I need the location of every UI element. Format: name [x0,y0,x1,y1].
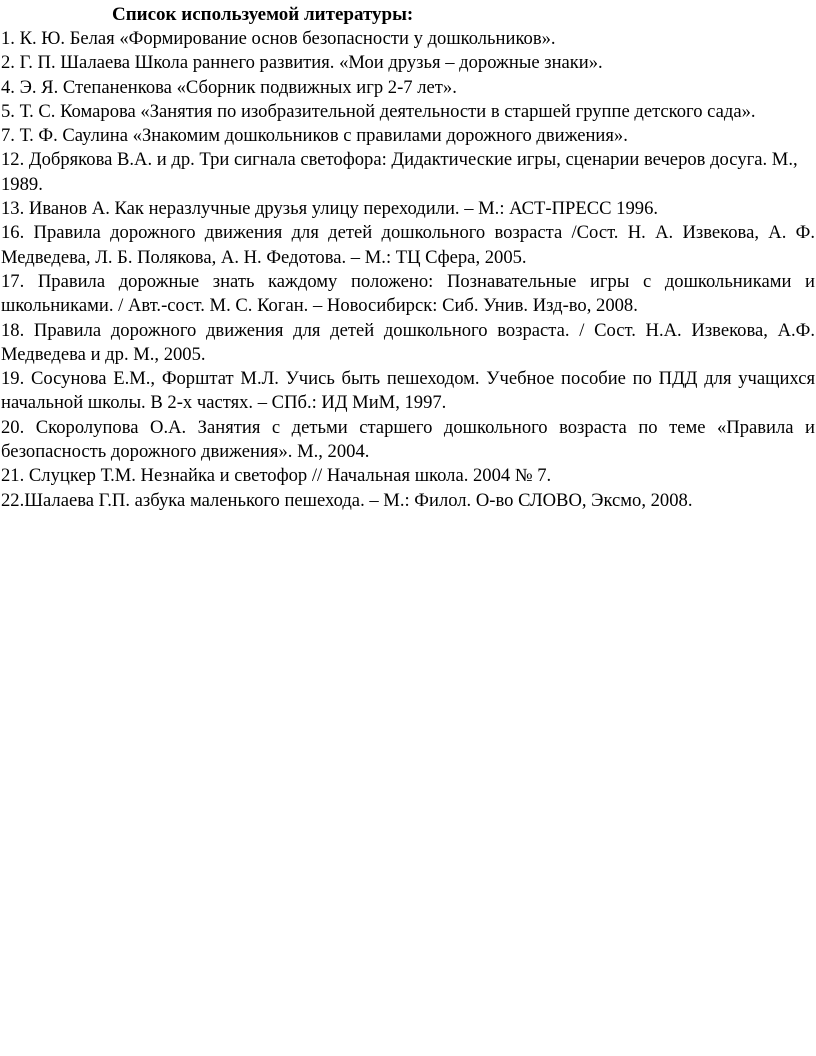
reference-item: 18. Правила дорожного движения для детей дошкольного возраста. / Сост. Н.А. Извекова, А.Ф. Медведева и др. М., 2005. [1,319,815,365]
reference-item: 5. Т. С. Комарова «Занятия по изобразительной деятельности в старшей группе детского сада». [1,100,756,122]
reference-item: 12. Добрякова В.А. и др. Три сигнала светофора: Дидактические игры, сценарии вечеров досуга. М., 1989. [1,149,798,195]
reference-item: 22.Шалаева Г.П. азбука маленького пешехода. – М.: Филол. О-во СЛОВО, Эксмо, 2008. [1,489,693,511]
reference-item: 2. Г. П. Шалаева Школа раннего развития. «Мои друзья – дорожные знаки». [1,52,603,74]
reference-item: 13. Иванов А. Как неразлучные друзья улицу переходили. – М.: АСТ-ПРЕСС 1996. [1,198,659,220]
reference-item: 7. Т. Ф. Саулина «Знакомим дошкольников с правилами дорожного движения». [1,125,628,147]
reference-item: 21. Слуцкер Т.М. Незнайка и светофор // Начальная школа. 2004 № 7. [1,465,552,487]
reference-item: 20. Скоролупова О.А. Занятия с детьми старшего дошкольного возраста по теме «Правила и безопасность дорожного движения». М., 2004. [1,416,815,463]
reference-list [1,27,815,513]
reference-item: 17. Правила дорожные знать каждому положено: Познавательные игры с дошкольниками и школьниками. / Авт.-сост. М. С. Коган. – Новосибирск: Сиб. Унив. Изд-во, 2008. [1,270,815,317]
reference-item: 16. Правила дорожного движения для детей дошкольного возраста /Сост. Н. А. Извекова, А. Ф. Медведева, Л. Б. Полякова, А. Н. Федотова. – М.: ТЦ Сфера, 2005. [1,222,815,268]
reference-item: 1. К. Ю. Белая «Формирование основ безопасности у дошкольников». [1,28,556,49]
reference-item: 19. Сосунова Е.М., Форштат М.Л. Учись быть пешеходом. Учебное пособие по ПДД для учащихся начальной школы. В 2-х частях. – СПб.: ИД МиМ, 1997. [1,368,815,414]
reference-item: 4. Э. Я. Степаненкова «Сборник подвижных игр 2-7 лет». [1,76,457,98]
page-title: Список используемой литературы: [112,4,414,25]
